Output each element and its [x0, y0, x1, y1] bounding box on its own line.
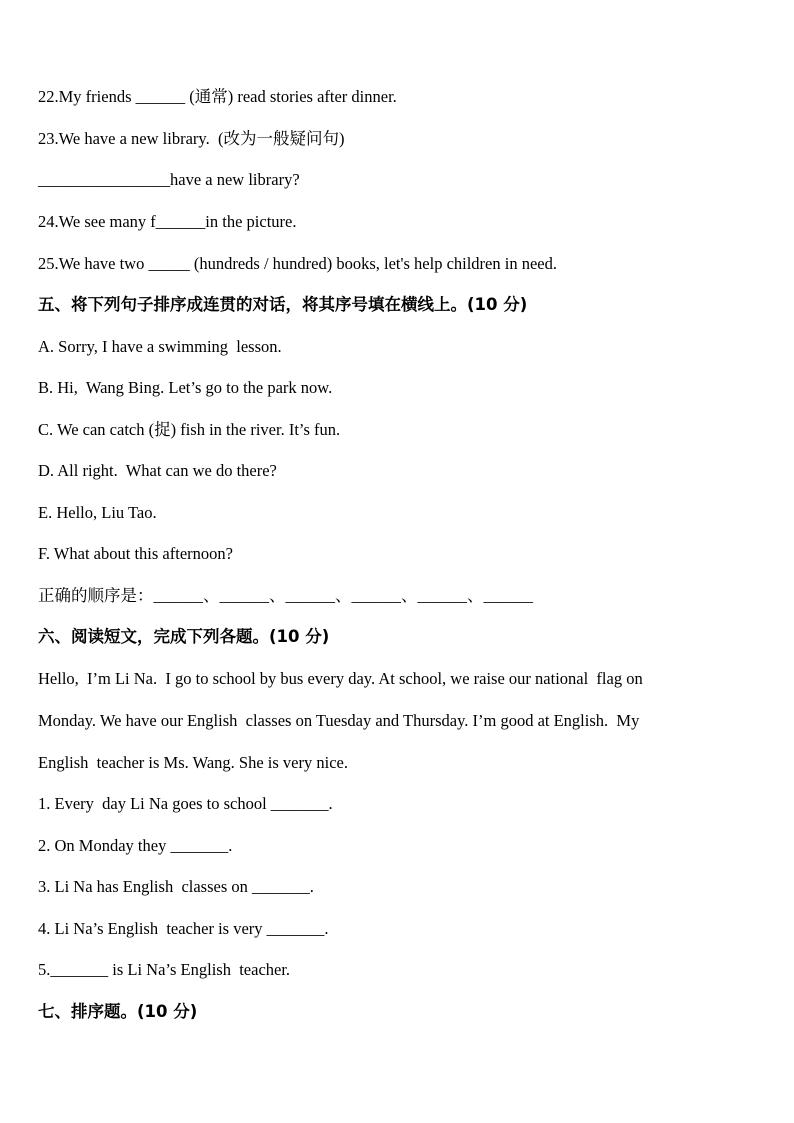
- question-25: 25.We have two _____ (hundreds / hundred) books, let's help children in need.: [38, 254, 557, 273]
- passage-line-1: Hello, I’m Li Na. I go to school by bus every day. At school, we raise our national flag on: [38, 669, 643, 688]
- reading-question-2: 2. On Monday they _______.: [38, 836, 233, 855]
- reading-question-1: 1. Every day Li Na goes to school _______.: [38, 794, 333, 813]
- question-23-answer-line: ________________have a new library?: [38, 170, 300, 189]
- section-7-heading: 七、排序题。(10 分): [38, 1002, 198, 1021]
- reading-question-5: 5._______ is Li Na’s English teacher.: [38, 960, 291, 979]
- option-c: C. We can catch (捉) fish in the river. It’s fun.: [38, 420, 341, 439]
- question-22: 22.My friends ______ (通常) read stories after dinner.: [38, 87, 397, 106]
- option-a: A. Sorry, I have a swimming lesson.: [38, 337, 282, 356]
- passage-line-2: Monday. We have our English classes on Tuesday and Thursday. I’m good at English. My: [38, 711, 640, 730]
- option-f: F. What about this afternoon?: [38, 544, 233, 563]
- section-6-heading: 六、阅读短文，完成下列各题。(10 分): [38, 627, 330, 646]
- passage-line-3: English teacher is Ms. Wang. She is very nice.: [38, 753, 348, 772]
- order-answer-line: 正确的顺序是：______、______、______、______、______、______: [38, 586, 533, 605]
- reading-question-3: 3. Li Na has English classes on _______.: [38, 877, 314, 896]
- question-23: 23.We have a new library. (改为一般疑问句): [38, 129, 345, 148]
- question-24: 24.We see many f______in the picture.: [38, 212, 297, 231]
- section-5-heading: 五、将下列句子排序成连贯的对话，将其序号填在横线上。(10 分): [38, 295, 528, 314]
- reading-question-4: 4. Li Na’s English teacher is very _______.: [38, 919, 329, 938]
- option-e: E. Hello, Liu Tao.: [38, 503, 157, 522]
- option-b: B. Hi, Wang Bing. Let’s go to the park now.: [38, 378, 333, 397]
- option-d: D. All right. What can we do there?: [38, 461, 277, 480]
